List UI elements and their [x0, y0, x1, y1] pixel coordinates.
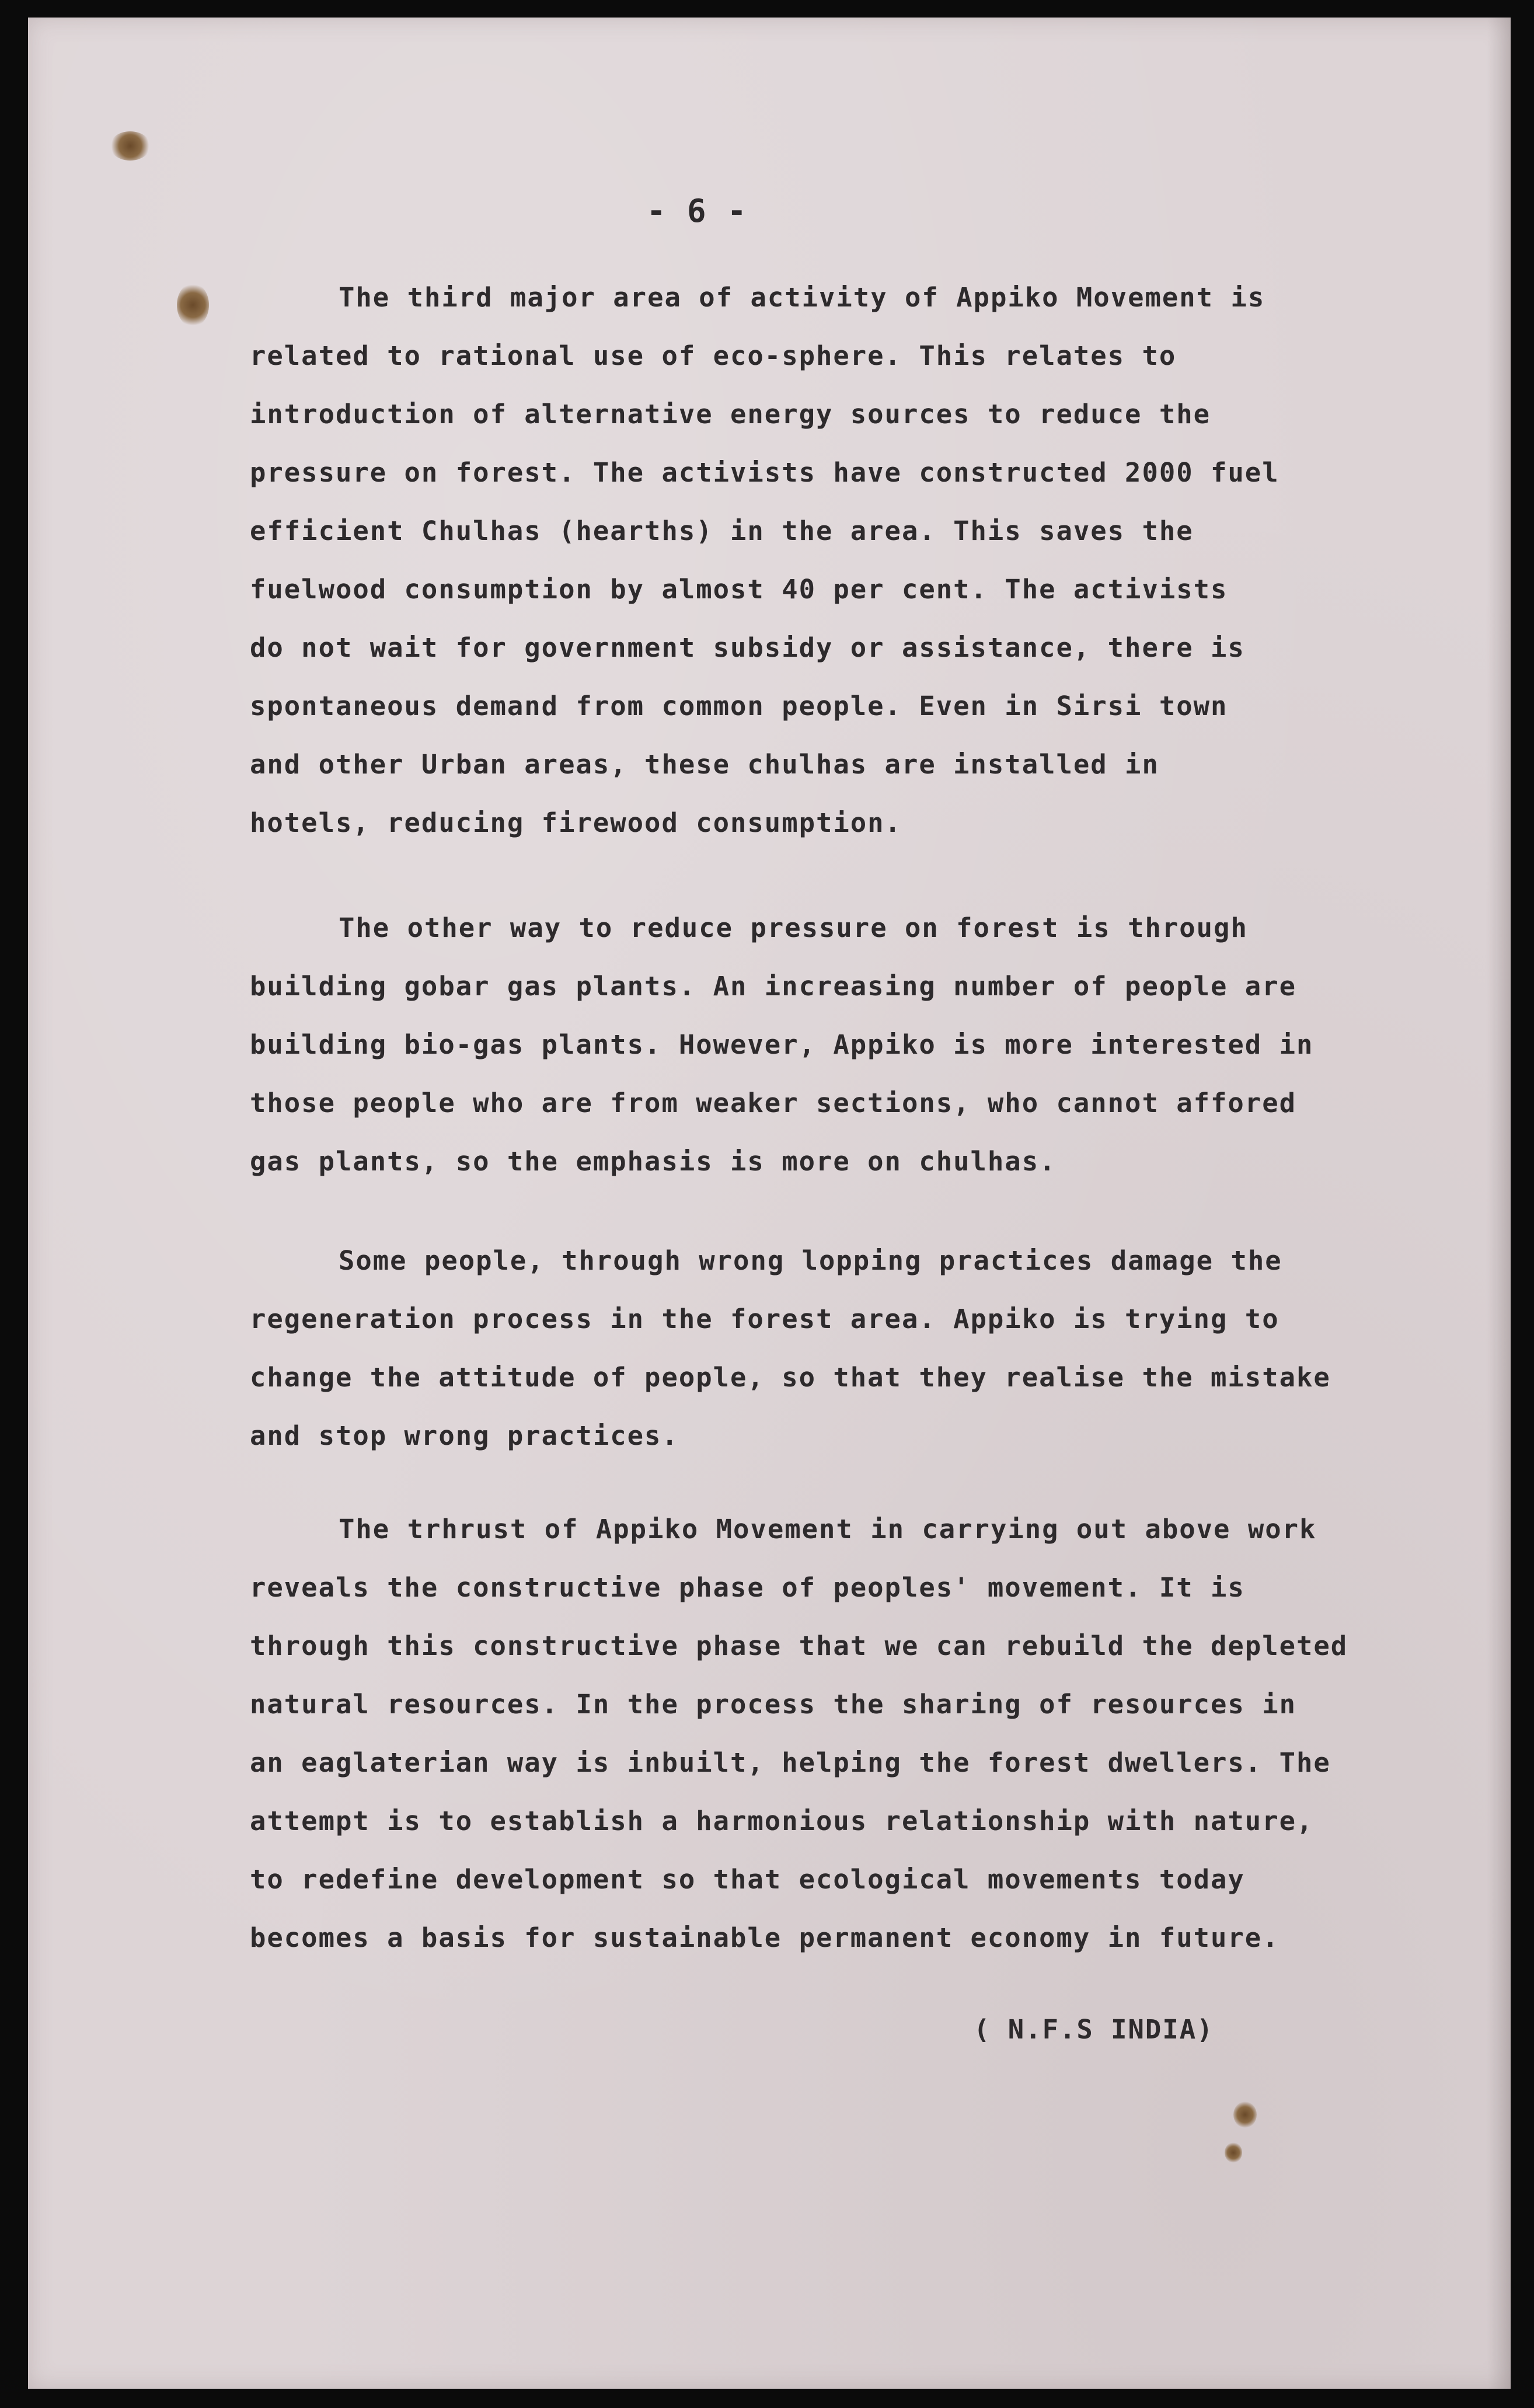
paragraph-line: The third major area of activity of Appiko Movement is [339, 282, 1265, 313]
paragraph-line: and stop wrong practices. [250, 1420, 679, 1451]
paragraph-line: Some people, through wrong lopping practices damage the [339, 1245, 1282, 1276]
typewritten-page [28, 18, 1511, 2389]
paragraph-3 [250, 1232, 1441, 1465]
paragraph-line: do not wait for government subsidy or assistance, there is [250, 632, 1245, 663]
paragraph-2 [250, 899, 1441, 1191]
paragraph-line: and other Urban areas, these chulhas are installed in [250, 749, 1159, 780]
paragraph-4 [250, 1500, 1441, 1967]
rust-spot-stain [1225, 2142, 1242, 2163]
paragraph-line: efficient Chulhas (hearths) in the area. This saves the [250, 515, 1194, 546]
ink-blot-stain [110, 131, 151, 161]
paragraph-line: building gobar gas plants. An increasing number of people are [250, 971, 1296, 1002]
paragraph-line: gas plants, so the emphasis is more on chulhas. [250, 1146, 1057, 1177]
rust-spot-stain [1233, 2102, 1257, 2128]
paragraph-line: fuelwood consumption by almost 40 per cent. The activists [250, 574, 1228, 605]
ink-smudge-stain [177, 283, 209, 327]
paragraph-line: The trhrust of Appiko Movement in carrying out above work [339, 1514, 1317, 1545]
paragraph-line: The other way to reduce pressure on forest is through [339, 912, 1248, 943]
paragraph-line: those people who are from weaker sections, who cannot affored [250, 1088, 1296, 1118]
paragraph-1 [250, 269, 1441, 852]
paragraph-line: natural resources. In the process the sharing of resources in [250, 1689, 1296, 1720]
paragraph-line: an eaglaterian way is inbuilt, helping the forest dwellers. The [250, 1747, 1331, 1778]
paragraph-line: regeneration process in the forest area. Appiko is trying to [250, 1304, 1280, 1334]
paragraph-line: change the attitude of people, so that they realise the mistake [250, 1362, 1331, 1393]
paragraph-line: building bio-gas plants. However, Appiko is more interested in [250, 1029, 1314, 1060]
paragraph-line: reveals the constructive phase of peoples' movement. It is [250, 1572, 1245, 1603]
paragraph-line: hotels, reducing firewood consumption. [250, 807, 902, 838]
paragraph-line: introduction of alternative energy sources to reduce the [250, 399, 1211, 430]
paragraph-line: becomes a basis for sustainable permanent economy in future. [250, 1922, 1280, 1953]
paragraph-line: through this constructive phase that we can rebuild the depleted [250, 1630, 1348, 1661]
signature-line: ( N.F.S INDIA) [974, 2014, 1214, 2045]
page-fold-shadow [1487, 18, 1511, 2389]
paragraph-line: to redefine development so that ecological movements today [250, 1864, 1245, 1895]
page-number: - 6 - [647, 193, 748, 229]
paragraph-line: attempt is to establish a harmonious relationship with nature, [250, 1806, 1314, 1837]
paragraph-line: spontaneous demand from common people. Even in Sirsi town [250, 691, 1228, 722]
paragraph-line: related to rational use of eco-sphere. This relates to [250, 340, 1177, 371]
paragraph-line: pressure on forest. The activists have constructed 2000 fuel [250, 457, 1280, 488]
